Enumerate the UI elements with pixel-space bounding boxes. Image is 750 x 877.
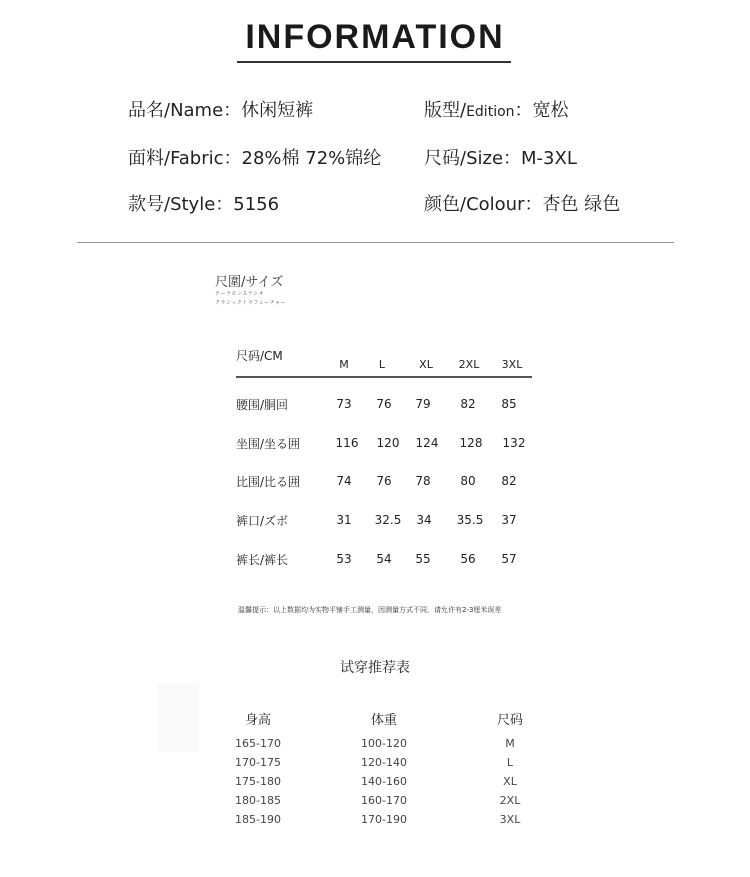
size-table-row-label: 裤长/裤长	[236, 553, 289, 567]
size-table-cell: 120	[376, 436, 400, 450]
info-colour: 颜色/Colour：杏色 绿色	[424, 194, 621, 215]
size-table-cell: 32.5	[374, 513, 402, 527]
size-table-cell: 82	[501, 474, 517, 488]
recommend-cell: 170-175	[235, 756, 281, 769]
size-table-cell: 85	[501, 397, 517, 411]
info-size: 尺码/Size：M-3XL	[424, 148, 577, 169]
size-table-row-label: 裤口/ズボ	[236, 514, 289, 528]
info-edition-suffix: ：宽松	[514, 100, 569, 121]
recommend-cell: 120-140	[361, 756, 407, 769]
size-table-cell: 57	[501, 552, 517, 566]
size-section-subtitle-1: テーラモンスナシオ	[215, 291, 265, 297]
faint-image-placeholder	[157, 684, 199, 752]
section-divider	[77, 242, 674, 243]
recommend-cell: 185-190	[235, 813, 281, 826]
page-title: INFORMATION	[245, 18, 505, 56]
size-table-unit-label: 尺码/CM	[236, 349, 283, 363]
size-table-row	[236, 396, 536, 416]
size-table-cell: 35.5	[456, 513, 484, 527]
recommend-header-weight: 体重	[370, 713, 397, 728]
recommend-cell: M	[505, 737, 515, 750]
size-table-row	[236, 551, 536, 571]
size-table-col-header: L	[378, 358, 386, 371]
info-edition-en: Edition	[466, 104, 515, 120]
info-edition	[424, 96, 569, 122]
size-table-row	[236, 473, 536, 493]
size-table-cell: 37	[501, 513, 517, 527]
size-table-col-header: 3XL	[501, 358, 523, 371]
size-table-row	[236, 512, 536, 532]
size-table-cell: 31	[336, 513, 352, 527]
size-table-cell: 78	[415, 474, 431, 488]
recommend-cell: 3XL	[499, 813, 521, 826]
recommend-title: 试穿推荐表	[340, 660, 410, 676]
size-table-cell: 124	[415, 436, 439, 450]
recommend-cell: 140-160	[361, 775, 407, 788]
recommend-cell: 2XL	[499, 794, 521, 807]
size-table-col-header: M	[339, 358, 349, 371]
size-table-cell: 82	[460, 397, 476, 411]
recommend-header-height: 身高	[244, 713, 271, 728]
size-table-cell: 56	[460, 552, 476, 566]
size-table-row-label: 比围/比る囲	[236, 475, 301, 489]
info-edition-prefix: 版型/	[424, 100, 467, 121]
info-fabric: 面料/Fabric：28%棉 72%锦纶	[128, 148, 382, 169]
size-table-cell: 76	[376, 397, 392, 411]
measurement-note: 温馨提示：以上数据均为实物平铺手工测量，因测量方式不同，请允许有2-3厘米误差	[238, 606, 502, 614]
title-underline	[237, 61, 511, 63]
info-name: 品名/Name：休闲短裤	[128, 100, 314, 121]
size-table-row	[236, 435, 536, 455]
size-table-cell: 53	[336, 552, 352, 566]
recommend-cell: 170-190	[361, 813, 407, 826]
size-table-cell: 34	[416, 513, 432, 527]
recommend-header-size: 尺码	[496, 713, 523, 728]
size-table-col-header: XL	[419, 358, 433, 371]
info-style: 款号/Style：5156	[128, 194, 280, 215]
size-section-title: 尺圍/サイズ	[215, 275, 284, 290]
recommend-cell: 165-170	[235, 737, 281, 750]
size-section-subtitle-2: クラシックトウフューチャー	[215, 300, 287, 306]
size-table-cell: 76	[376, 474, 392, 488]
size-table-row-label: 腰围/胴回	[236, 398, 289, 412]
size-table-cell: 128	[459, 436, 483, 450]
size-table-cell: 116	[335, 436, 359, 450]
size-table-row-label: 坐围/坐る囲	[236, 437, 301, 451]
recommend-cell: L	[506, 756, 514, 769]
size-table-cell: 80	[460, 474, 476, 488]
size-table-cell: 55	[415, 552, 431, 566]
size-table-col-header: 2XL	[458, 358, 480, 371]
size-table-cell: 73	[336, 397, 352, 411]
recommend-cell: 180-185	[235, 794, 281, 807]
recommend-cell: XL	[503, 775, 517, 788]
size-table-cell: 54	[376, 552, 392, 566]
size-table-header-rule	[236, 376, 532, 378]
size-table-cell: 132	[502, 436, 526, 450]
size-table-cell: 74	[336, 474, 352, 488]
recommend-cell: 100-120	[361, 737, 407, 750]
size-table-cell: 79	[415, 397, 431, 411]
recommend-cell: 175-180	[235, 775, 281, 788]
recommend-cell: 160-170	[361, 794, 407, 807]
